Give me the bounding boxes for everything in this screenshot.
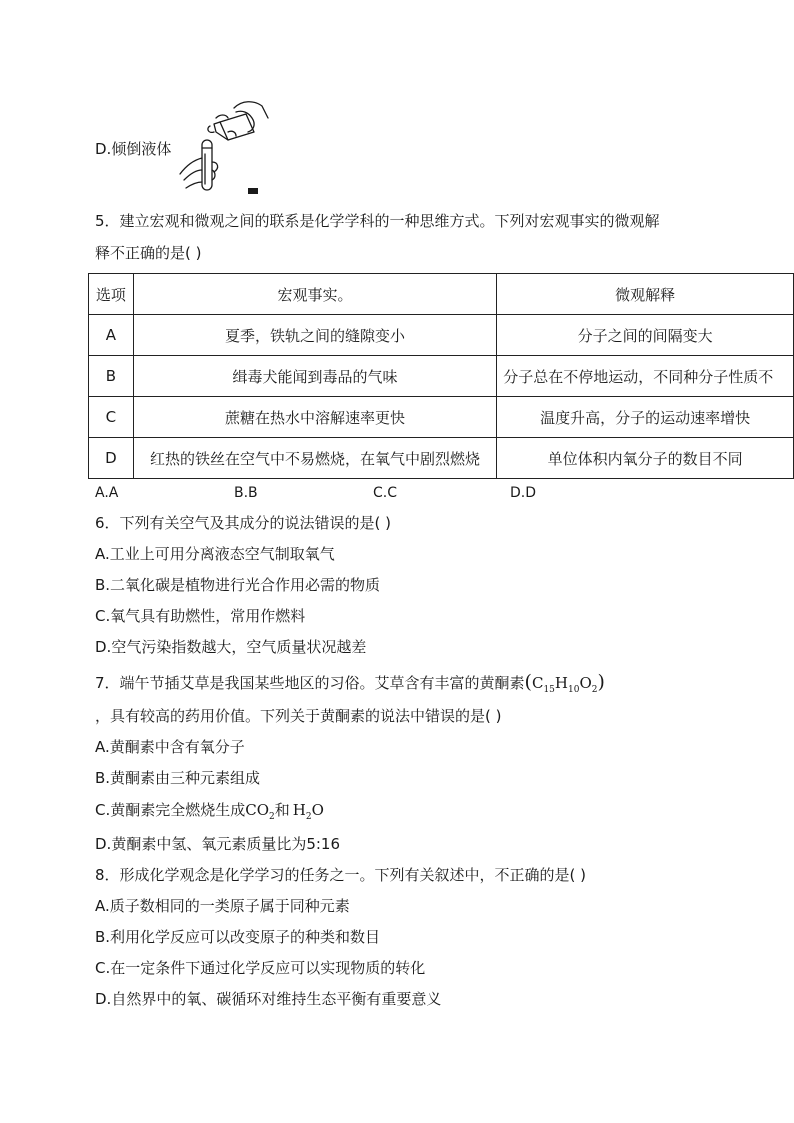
formula-h: H	[554, 674, 568, 692]
table-cell: 夏季，铁轨之间的缝隙变小	[133, 315, 497, 356]
table-header-row	[89, 274, 794, 315]
q5-option-c[interactable]: C.C	[373, 485, 398, 501]
table-cell: 单位体积内氧分子的数目不同	[497, 438, 794, 479]
q4-option-d[interactable]: D.倾倒液体	[95, 140, 172, 158]
co2-main: CO	[245, 801, 270, 819]
q5-table	[88, 273, 794, 479]
h2o-o: O	[311, 801, 324, 819]
bottle-mouth	[208, 126, 214, 132]
table-header: 微观解释	[497, 274, 794, 315]
q5-option-b[interactable]: B.B	[234, 485, 258, 501]
table-cell: C	[89, 397, 134, 438]
q7-option-a[interactable]: A.黄酮素中含有氧分子	[95, 738, 245, 756]
q8-stem: 8．形成化学观念是化学学习的任务之一。下列有关叙述中，不正确的是( )	[95, 866, 587, 884]
q7-option-b[interactable]: B.黄酮素由三种元素组成	[95, 769, 261, 787]
table-cell: 分子之间的间隔变大	[497, 315, 794, 356]
formula-co2	[245, 801, 275, 822]
q5-stem-line1: 5．建立宏观和微观之间的联系是化学学科的一种思维方式。下列对宏观事实的微观解	[95, 212, 660, 230]
pouring-liquid-illustration	[176, 96, 276, 200]
q7-stem-text: 7．端午节插艾草是我国某些地区的习俗。艾草含有丰富的黄酮素	[95, 674, 525, 692]
q5-options	[95, 485, 595, 505]
table-cell: D	[89, 438, 134, 479]
q6-option-b[interactable]: B.二氧化碳是植物进行光合作用必需的物质	[95, 576, 381, 594]
q7-option-c[interactable]	[95, 800, 324, 827]
q6-option-c[interactable]: C.氧气具有助燃性，常用作燃料	[95, 607, 306, 625]
q7-option-d[interactable]: D.黄酮素中氢、氧元素质量比为5:16	[95, 835, 341, 853]
h2o-h: H	[292, 801, 306, 819]
stopper-on-table	[248, 188, 258, 194]
h2o-sub: 2	[305, 812, 312, 822]
q7-stem-line1	[95, 672, 605, 700]
left-hand	[180, 158, 202, 174]
table-header: 宏观事实。	[133, 274, 497, 315]
table-row	[89, 356, 794, 397]
q8-option-c[interactable]: C.在一定条件下通过化学反应可以实现物质的转化	[95, 959, 426, 977]
q6-stem: 6．下列有关空气及其成分的说法错误的是( )	[95, 514, 392, 532]
formula-o: O	[579, 674, 592, 692]
table-cell: 缉毒犬能闻到毒品的气味	[133, 356, 497, 397]
formula-c: C	[531, 674, 544, 692]
table-cell: 分子总在不停地运动，不同种分子性质不	[497, 356, 794, 397]
table-cell: A	[89, 315, 134, 356]
co2-sub: 2	[269, 812, 275, 822]
table-row	[89, 315, 794, 356]
q6-option-d[interactable]: D.空气污染指数越大，空气质量状况越差	[95, 638, 367, 656]
table-row	[89, 438, 794, 479]
table-cell: 红热的铁丝在空气中不易燃烧，在氧气中剧烈燃烧	[133, 438, 497, 479]
q7-and: 和	[274, 801, 290, 819]
formula-h-sub: 10	[568, 685, 580, 695]
formula-h2o	[292, 801, 324, 822]
formula-flavone: $(C_{15}H_{10}O_2)$	[524, 671, 605, 695]
q8-option-b[interactable]: B.利用化学反应可以改变原子的种类和数目	[95, 928, 381, 946]
formula-c-sub: 15	[543, 685, 555, 695]
q8-option-a[interactable]: A.质子数相同的一类原子属于同种元素	[95, 897, 350, 915]
table-cell: B	[89, 356, 134, 397]
q7-option-c-text: C.黄酮素完全燃烧生成	[95, 801, 246, 819]
q8-option-d[interactable]: D.自然界中的氧、碳循环对维持生态平衡有重要意义	[95, 990, 442, 1008]
table-header: 选项	[89, 274, 134, 315]
q7-stem-line2: ，具有较高的药用价值。下列关于黄酮素的说法中错误的是( )	[95, 707, 502, 725]
table-cell: 蔗糖在热水中溶解速率更快	[133, 397, 497, 438]
q5-stem-line2: 释不正确的是( )	[95, 244, 202, 262]
formula-o-sub: 2	[591, 685, 598, 695]
q6-option-a[interactable]: A.工业上可用分离液态空气制取氧气	[95, 545, 335, 563]
bottle-body	[220, 114, 254, 140]
q5-option-a[interactable]: A.A	[95, 485, 119, 501]
table-row	[89, 397, 794, 438]
table-cell: 温度升高，分子的运动速率增快	[497, 397, 794, 438]
q5-option-d[interactable]: D.D	[510, 485, 537, 501]
